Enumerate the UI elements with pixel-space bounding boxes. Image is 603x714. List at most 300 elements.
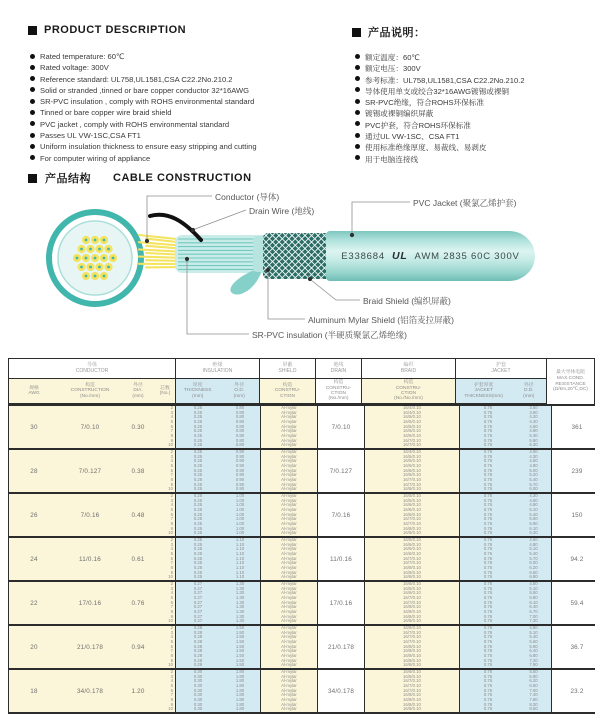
cell-res-values: [552, 406, 602, 448]
value-line: Al-mylar: [281, 696, 297, 702]
value-line: 10: [168, 662, 173, 668]
core-dot-center: [76, 257, 79, 260]
value-line: Al-mylar: [281, 406, 297, 411]
cell-jacket_od: [516, 406, 551, 448]
cell-braid-values: [365, 538, 459, 580]
value-line: 16/7/0.10: [403, 678, 421, 684]
value-line: 8: [170, 608, 173, 614]
value-line: 16/5/0.10: [403, 463, 421, 469]
cell-jacket_t-values: [460, 406, 516, 448]
value-line: 59.4: [570, 599, 584, 607]
value-line: 16/6/0.10: [403, 472, 421, 478]
value-line: 16/7/0.10: [403, 560, 421, 566]
cell-dia-values: [121, 538, 155, 580]
value-line: 5.90: [529, 437, 538, 443]
value-line: 0.25: [193, 569, 203, 575]
value-line: 1.80: [235, 701, 245, 707]
value-line: 0.25: [193, 432, 203, 438]
bullet-icon: [355, 110, 360, 115]
value-line: 17/0.16: [329, 599, 353, 607]
cell-construction: [59, 406, 121, 448]
value-line: 16/7/0.10: [403, 595, 421, 601]
value-line: 5.10: [529, 546, 538, 552]
value-line: 5.40: [529, 476, 538, 482]
cell-awg-values: [9, 406, 59, 448]
value-line: 16/6/0.10: [403, 626, 421, 631]
value-line: 16/5/0.10: [403, 494, 421, 499]
value-line: 7: [170, 428, 173, 434]
column-header-jacket_od: [511, 379, 546, 403]
value-line: 0.30: [193, 696, 203, 702]
description-bullet: [30, 142, 257, 153]
value-line: 9: [170, 569, 173, 575]
value-line: 94.2: [570, 555, 584, 563]
bullet-icon: [30, 99, 35, 104]
value-line: Al-mylar: [281, 582, 297, 587]
value-line: Al-mylar: [281, 538, 297, 543]
cell-cores: [155, 538, 175, 580]
cell-dia-values: [121, 406, 155, 448]
core-dot-center: [103, 239, 106, 242]
spec-row-awg-30: [9, 404, 594, 448]
value-line: Al-mylar: [281, 467, 297, 473]
cell-drain-values: [318, 626, 364, 668]
value-line: 16/6/0.10: [403, 670, 421, 675]
value-line: 16/5/0.10: [403, 453, 421, 459]
value-line: 7: [170, 516, 173, 522]
cell-awg: [9, 626, 59, 668]
value-line: 0.76: [483, 442, 493, 448]
cell-drain: [317, 494, 364, 536]
value-line: 1.30: [235, 608, 245, 614]
header-line: O.D.: [234, 388, 245, 394]
value-line: 0.80: [235, 437, 245, 443]
value-line: 0.25: [193, 428, 203, 434]
cell-braid-values: [365, 494, 459, 536]
ul-file-number: E338684: [341, 250, 385, 262]
value-line: 16/6/0.10: [403, 467, 421, 473]
value-line: 6.20: [529, 564, 538, 570]
value-line: 1.00: [235, 494, 245, 499]
cell-cores-values: [155, 406, 175, 448]
value-line: 0.27: [193, 613, 203, 619]
value-line: 1.30: [235, 613, 245, 619]
value-line: 0.76: [483, 613, 493, 619]
value-line: 0.25: [193, 442, 203, 448]
cell-ins_t-values: [176, 582, 220, 624]
value-line: 0.76: [483, 648, 493, 654]
cell-res-values: [552, 450, 602, 492]
value-line: 0.76: [483, 582, 493, 587]
value-line: 6.80: [529, 574, 538, 580]
value-line: Al-mylar: [281, 604, 297, 610]
value-line: 0.76: [483, 525, 493, 531]
cell-ins_t-values: [176, 538, 220, 580]
value-line: 0.76: [483, 520, 493, 526]
header-line: 构造: [85, 383, 95, 389]
value-line: 0.80: [235, 419, 245, 425]
value-line: 0.76: [483, 683, 493, 689]
value-line: 9: [170, 701, 173, 707]
description-bullet-text: Passes UL VW-1SC,CSA FT1: [40, 131, 141, 141]
value-line: 9: [170, 657, 173, 663]
value-line: 0.80: [235, 442, 245, 448]
value-line: 7.00: [529, 613, 538, 619]
value-line: 16/8/0.10: [403, 648, 421, 654]
value-line: 0.76: [483, 569, 493, 575]
cell-braid-values: [365, 582, 459, 624]
value-line: 3.60: [529, 406, 538, 411]
value-line: 0.76: [483, 476, 493, 482]
value-line: 1.30: [235, 604, 245, 610]
group-header-cn: 护套: [495, 361, 506, 368]
cell-shield: [260, 538, 317, 580]
value-line: 0.80: [235, 409, 245, 415]
cell-jacket_t-values: [460, 538, 516, 580]
value-line: 5: [170, 507, 173, 513]
ul-mark-icon: UL: [391, 250, 408, 262]
value-line: 7.20: [529, 657, 538, 663]
value-line: 16/7/0.10: [403, 639, 421, 645]
value-line: 0.76: [483, 486, 493, 492]
cell-construction: [59, 670, 121, 712]
value-line: 1.50: [235, 639, 245, 645]
cell-cores: [155, 626, 175, 668]
value-line: 4.30: [529, 453, 538, 459]
cell-jacket_t: [459, 670, 516, 712]
value-line: 1.50: [235, 629, 245, 635]
value-line: Al-mylar: [281, 701, 297, 707]
value-line: 6: [170, 687, 173, 693]
value-line: 0.30: [193, 670, 203, 675]
value-line: 0.76: [131, 599, 145, 607]
value-line: Al-mylar: [281, 613, 297, 619]
column-header-shield: [260, 379, 315, 403]
value-line: 0.76: [483, 432, 493, 438]
value-line: 7/0.16: [80, 511, 100, 519]
value-line: 17/0.16: [78, 599, 102, 607]
value-line: 0.76: [483, 560, 493, 566]
cell-awg-values: [9, 450, 59, 492]
column-header-construction: [59, 379, 121, 403]
value-line: 16/7/0.10: [403, 437, 421, 443]
core-dot-center: [80, 266, 83, 269]
cell-jacket_od: [516, 670, 551, 712]
value-line: 5.70: [529, 555, 538, 561]
value-line: Al-mylar: [281, 481, 297, 487]
header-line: CTION: [280, 393, 295, 399]
description-cn-bullet-text: 通过UL VW-1SC、CSA FT1: [365, 132, 460, 142]
cell-res: [551, 406, 602, 448]
value-line: 16/6/0.10: [403, 546, 421, 552]
core-dot-center: [85, 239, 88, 242]
group-header: [260, 359, 315, 378]
cell-drain: [317, 670, 364, 712]
value-line: 3: [170, 497, 173, 503]
value-line: 0.25: [193, 409, 203, 415]
value-line: 0.28: [193, 643, 203, 649]
cell-cores-values: [155, 450, 175, 492]
value-line: 239: [571, 467, 583, 475]
cell-shield-values: [261, 450, 317, 492]
description-cn-bullet: [355, 75, 525, 86]
value-line: Al-mylar: [281, 626, 297, 631]
value-line: 10: [168, 706, 173, 712]
description-cn-bullet-text: 额定电压：300V: [365, 64, 421, 74]
cell-res-values: [552, 538, 602, 580]
value-line: 0.76: [483, 590, 493, 596]
header-line: O.D.: [523, 388, 534, 394]
value-line: 8: [170, 652, 173, 658]
value-line: 16/6/0.10: [403, 502, 421, 508]
pvc-jacket-label: PVC Jacket (聚氯乙烯护套): [413, 198, 517, 208]
cell-ins_t: [175, 538, 220, 580]
product-description-cn-list: [355, 52, 525, 165]
value-line: 5.70: [529, 481, 538, 487]
cell-res-values: [552, 582, 602, 624]
cell-jacket_od: [516, 626, 551, 668]
value-line: 0.76: [483, 618, 493, 624]
value-line: 0.30: [193, 687, 203, 693]
value-line: 24: [30, 555, 38, 563]
description-bullet-text: Solid or stranded ,tinned or bare copper conductor 32*16AWG: [40, 85, 250, 95]
cell-drain-values: [318, 406, 364, 448]
value-line: Al-mylar: [281, 409, 297, 415]
value-line: 7.40: [529, 692, 538, 698]
value-line: 0.76: [483, 463, 493, 469]
value-line: 6.50: [529, 569, 538, 575]
value-line: 0.25: [193, 472, 203, 478]
value-line: 5.00: [529, 467, 538, 473]
value-line: 0.25: [193, 437, 203, 443]
value-line: 0.28: [193, 652, 203, 658]
header-line: 外径: [133, 383, 143, 389]
header-line: CTION: [401, 391, 416, 396]
value-line: 6: [170, 599, 173, 605]
header-line: CONSTRU-: [395, 385, 422, 391]
cell-construction: [59, 582, 121, 624]
cell-ins_od-values: [220, 406, 260, 448]
sub-header-row: [9, 378, 175, 404]
column-header-resistance: [546, 359, 594, 404]
cell-cores: [155, 450, 175, 492]
value-line: 6.00: [529, 486, 538, 492]
value-line: 6.60: [529, 683, 538, 689]
value-line: 0.30: [193, 701, 203, 707]
value-line: 0.25: [193, 516, 203, 522]
cell-ins_od: [220, 626, 260, 668]
value-line: 1.50: [235, 648, 245, 654]
value-line: 0.76: [483, 541, 493, 547]
description-cn-bullet: [355, 108, 525, 119]
cell-drain-values: [318, 450, 364, 492]
value-line: 8: [170, 476, 173, 482]
value-line: 1.30: [235, 585, 245, 591]
cell-ins_t: [175, 406, 220, 448]
value-line: 7/0.127: [329, 467, 353, 475]
value-line: 6: [170, 467, 173, 473]
value-line: 16/8/0.10: [403, 662, 421, 668]
value-line: Al-mylar: [281, 634, 297, 640]
cell-ins_od-values: [220, 494, 260, 536]
header-line: (No.): [159, 391, 171, 396]
cell-ins_od: [220, 582, 260, 624]
value-line: 0.25: [193, 502, 203, 508]
value-line: Al-mylar: [281, 450, 297, 455]
value-line: 16/8/0.10: [403, 643, 421, 649]
description-bullet: [30, 63, 257, 74]
cell-braid: [364, 582, 459, 624]
value-line: 7.90: [529, 662, 538, 668]
value-line: 5: [170, 639, 173, 645]
cell-jacket_t: [459, 494, 516, 536]
spec-row-awg-24: [9, 536, 594, 580]
cell-shield: [260, 582, 317, 624]
value-line: 0.76: [483, 502, 493, 508]
value-line: 0.76: [483, 692, 493, 698]
cell-construction: [59, 494, 121, 536]
header-line: 外径: [234, 383, 245, 389]
value-line: 0.25: [193, 551, 203, 557]
value-line: 4.80: [529, 541, 538, 547]
value-line: 361: [571, 423, 583, 431]
cell-awg: [9, 494, 59, 536]
value-line: 0.25: [193, 525, 203, 531]
pvc-jacket-section: [326, 231, 535, 281]
value-line: 0.25: [193, 507, 203, 513]
cell-ins_od-values: [220, 670, 260, 712]
cell-cores-values: [155, 626, 175, 668]
spec-row-awg-26: [9, 492, 594, 536]
sub-header-row: [260, 378, 315, 404]
cell-jacket_t-values: [460, 450, 516, 492]
description-bullet-text: Rated temperature: 60℃: [40, 52, 125, 61]
value-line: 9: [170, 525, 173, 531]
value-line: 0.25: [193, 546, 203, 552]
value-line: 0.76: [483, 657, 493, 663]
cell-braid: [364, 626, 459, 668]
value-line: 0.25: [193, 497, 203, 503]
value-line: 7/0.10: [80, 423, 100, 431]
cell-dia: [121, 494, 155, 536]
value-line: 16/8/0.10: [403, 604, 421, 610]
cell-cores: [155, 406, 175, 448]
description-cn-bullet: [355, 154, 525, 165]
cell-res-values: [552, 670, 602, 712]
bullet-icon: [355, 54, 360, 59]
value-line: 1.80: [235, 692, 245, 698]
value-line: 7: [170, 604, 173, 610]
value-line: 16/8/0.10: [403, 692, 421, 698]
cell-dia: [121, 670, 155, 712]
value-line: Al-mylar: [281, 520, 297, 526]
cell-shield: [260, 670, 317, 712]
value-line: 0.90: [235, 472, 245, 478]
value-line: 1.50: [235, 626, 245, 631]
value-line: 7/0.16: [331, 511, 351, 519]
value-line: 4: [170, 458, 173, 464]
value-line: 7: [170, 560, 173, 566]
value-line: 16/6/0.10: [403, 582, 421, 587]
value-line: 2: [170, 406, 173, 411]
header-line: 护套厚度: [474, 383, 494, 389]
table-header-row: [9, 359, 594, 404]
bullet-icon: [30, 144, 35, 149]
value-line: 0.76: [483, 516, 493, 522]
value-line: 5.50: [529, 590, 538, 596]
value-line: 6.80: [529, 652, 538, 658]
cell-jacket_od-values: [516, 406, 551, 448]
value-line: 21/0.178: [76, 643, 104, 651]
value-line: 1.00: [235, 511, 245, 517]
cell-construction-values: [59, 538, 121, 580]
value-line: 7: [170, 472, 173, 478]
column-header-braid: [362, 379, 455, 403]
value-line: 7: [170, 692, 173, 698]
value-line: 0.27: [193, 604, 203, 610]
value-line: 5.10: [529, 507, 538, 513]
value-line: Al-mylar: [281, 652, 297, 658]
value-line: 4.90: [529, 502, 538, 508]
value-line: Al-mylar: [281, 608, 297, 614]
spec-row-awg-18: [9, 668, 594, 712]
header-line: 构造: [282, 383, 293, 389]
value-line: 0.25: [193, 467, 203, 473]
value-line: 5.90: [529, 520, 538, 526]
cell-res: [551, 582, 602, 624]
core-dot-center: [94, 257, 97, 260]
value-line: Al-mylar: [281, 414, 297, 420]
value-line: 1.00: [235, 502, 245, 508]
value-line: Al-mylar: [281, 706, 297, 712]
description-bullet-text: Tinned or bare copper wire braid shield: [40, 108, 172, 118]
core-dot-center: [103, 257, 106, 260]
bullet-icon: [30, 76, 35, 81]
value-line: Al-mylar: [281, 525, 297, 531]
cell-braid: [364, 670, 459, 712]
cell-ins_t-values: [176, 494, 220, 536]
cell-ins_t-values: [176, 406, 220, 448]
header-line: (mm): [132, 393, 144, 399]
value-line: 0.76: [483, 639, 493, 645]
value-line: 6.00: [529, 560, 538, 566]
value-line: 16/6/0.10: [403, 551, 421, 557]
value-line: 0.76: [483, 599, 493, 605]
description-cn-bullet-text: 导体使用单支或绞合32*16AWG镀锡或裸铜: [365, 86, 510, 96]
value-line: 4.80: [529, 463, 538, 469]
column-group-shield: [259, 359, 315, 404]
group-header-cn: 屏蔽: [282, 361, 293, 368]
value-line: 5: [170, 419, 173, 425]
value-line: 8: [170, 564, 173, 570]
cell-jacket_od-values: [516, 626, 551, 668]
value-line: 0.76: [483, 604, 493, 610]
value-line: 1.30: [235, 582, 245, 587]
value-line: 1.10: [235, 546, 245, 552]
description-cn-bullet: [355, 63, 525, 74]
value-line: 4: [170, 678, 173, 684]
group-header: [456, 359, 546, 378]
value-line: Al-mylar: [281, 476, 297, 482]
value-line: 0.30: [193, 683, 203, 689]
cell-awg: [9, 538, 59, 580]
value-line: 0.76: [483, 670, 493, 675]
value-line: 16/6/0.10: [403, 673, 421, 679]
header-line: (No./mm): [328, 396, 349, 402]
value-line: 3: [170, 585, 173, 591]
description-bullet: [30, 120, 257, 131]
description-cn-bullet: [355, 120, 525, 131]
